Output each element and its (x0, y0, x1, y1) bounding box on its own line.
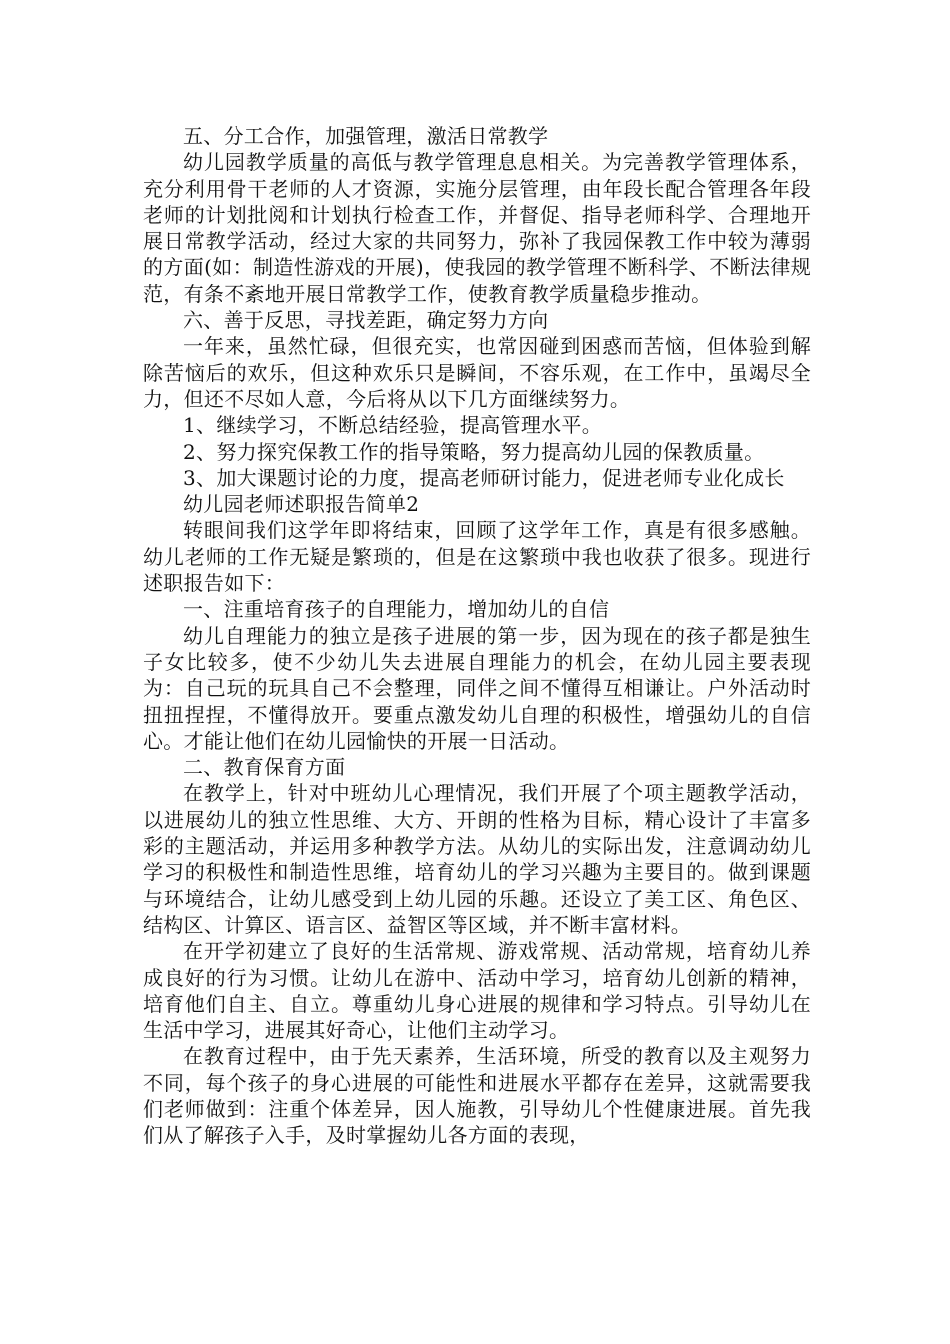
section-heading-6: 六、善于反思，寻找差距，确定努力方向 (183, 308, 549, 333)
paragraph: 幼儿自理能力的独立是孩子进展的第一步，因为现在的孩子都是独生子女比较多，使不少幼儿失去进展自理能力的机会，在幼儿园主要表现为：自己玩的玩具自己不会整理，同伴之间不懂得互相谦让。户外活动时扭扭捏捏，不懂得放开。要重点激发幼儿自理的积极性，增强幼儿的自信心。才能让他们在幼儿园愉快的开展一日活动。 (143, 623, 811, 753)
section-heading-1: 一、注重培育孩子的自理能力，增加幼儿的自信 (183, 597, 610, 622)
list-item: 2、努力探究保教工作的指导策略，努力提高幼儿园的保教质量。 (183, 439, 765, 464)
paragraph: 幼儿园教学质量的高低与教学管理息息相关。为完善教学管理体系，充分利用骨干老师的人才资源，实施分层管理，由年段长配合管理各年段老师的计划批阅和计划执行检查工作，并督促、指导老师科学、合理地开展日常教学活动，经过大家的共同努力，弥补了我园保教工作中较为薄弱的方面(如：制造性游戏的开展)，使我园的教学管理不断科学、不断法律规范，有条不紊地开展日常教学工作，使教育教学质量稳步推动。 (143, 150, 811, 306)
paragraph: 一年来，虽然忙碌，但很充实，也常因碰到困惑而苦恼，但体验到解除苦恼后的欢乐，但这种欢乐只是瞬间，不容乐观，在工作中，虽竭尽全力，但还不尽如人意，今后将从以下几方面继续努力。 (143, 334, 811, 411)
paragraph: 在教学上，针对中班幼儿心理情况，我们开展了个项主题教学活动，以进展幼儿的独立性思维、大方、开朗的性格为目标，精心设计了丰富多彩的主题活动，并运用多种教学方法。从幼儿的实际出发，注意调动幼儿学习的积极性和制造性思维，培育幼儿的学习兴趣为主要目的。做到课题与环境结合，让幼儿感受到上幼儿园的乐趣。还设立了美工区、角色区、结构区、计算区、语言区、益智区等区域，并不断丰富材料。 (143, 781, 811, 937)
paragraph: 在开学初建立了良好的生活常规、游戏常规、活动常规，培育幼儿养成良好的行为习惯。让幼儿在游中、活动中学习，培育幼儿创新的精神，培育他们自主、自立。尊重幼儿身心进展的规律和学习特点。引导幼儿在生活中学习，进展其好奇心，让他们主动学习。 (143, 939, 811, 1043)
paragraph: 在教育过程中，由于先天素养，生活环境，所受的教育以及主观努力不同，每个孩子的身心进展的可能性和进展水平都存在差异，这就需要我们老师做到：注重个体差异，因人施教，引导幼儿个性健康进展。首先我们从了解孩子入手，及时掌握幼儿各方面的表现， (143, 1044, 811, 1148)
list-item: 3、加大课题讨论的力度，提高老师研讨能力，促进老师专业化成长 (183, 465, 785, 490)
section-heading-2: 二、教育保育方面 (183, 755, 346, 780)
paragraph: 转眼间我们这学年即将结束，回顾了这学年工作，真是有很多感触。幼儿老师的工作无疑是繁琐的，但是在这繁琐中我也收获了很多。现进行述职报告如下： (143, 518, 811, 596)
list-item: 1、继续学习，不断总结经验，提高管理水平。 (183, 413, 603, 438)
document-body (143, 123, 811, 1149)
section-heading-5: 五、分工合作，加强管理，激活日常教学 (183, 124, 549, 148)
report-title: 幼儿园老师述职报告简单2 (183, 492, 420, 517)
